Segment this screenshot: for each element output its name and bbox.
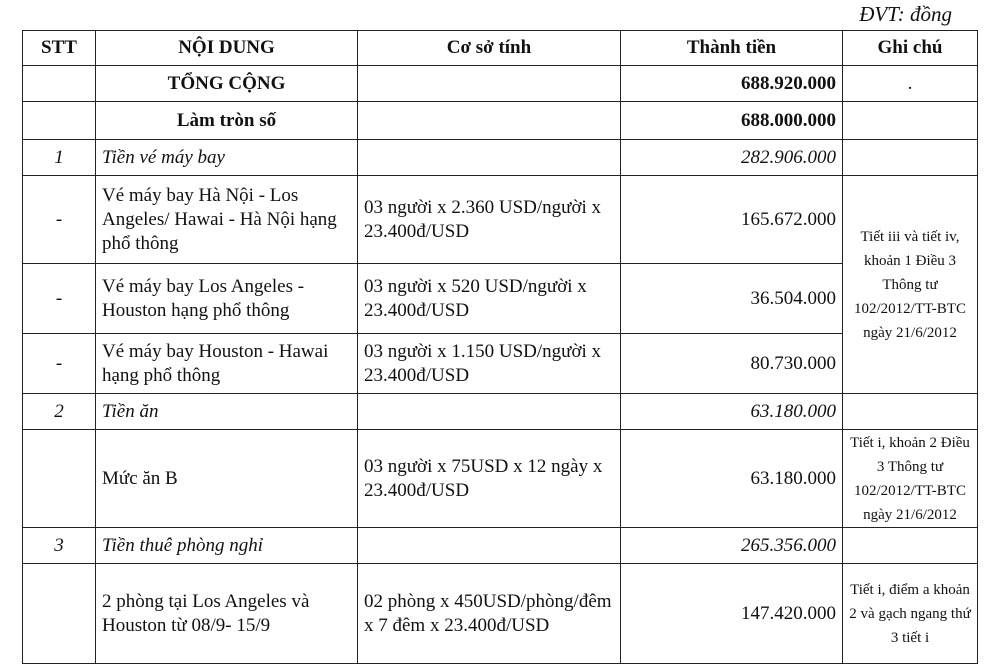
cell-basis	[358, 394, 621, 430]
rounded-label: Làm tròn số	[96, 102, 358, 140]
row-amount: 165.672.000	[621, 176, 843, 264]
cell-basis	[358, 102, 621, 140]
rounded-amount: 688.000.000	[621, 102, 843, 140]
section-title: Tiền vé máy bay	[96, 140, 358, 176]
cell-note	[843, 528, 978, 564]
header-stt: STT	[23, 31, 96, 66]
row-marker: -	[23, 176, 96, 264]
row-content: Mức ăn B	[96, 430, 358, 528]
section-number: 2	[23, 394, 96, 430]
cell-stt	[23, 66, 96, 102]
section-amount: 265.356.000	[621, 528, 843, 564]
table-row-section-rooms	[23, 528, 978, 564]
section-number: 3	[23, 528, 96, 564]
cell-note	[843, 394, 978, 430]
row-basis: 03 người x 2.360 USD/người x 23.400đ/USD	[358, 176, 621, 264]
cell-note	[843, 66, 978, 102]
table-row	[23, 264, 978, 334]
header-content: NỘI DUNG	[96, 31, 358, 66]
table-row-rounded	[23, 102, 978, 140]
row-amount: 36.504.000	[621, 264, 843, 334]
room-note: Tiết i, điểm a khoản 2 và gạch ngang thứ 3 tiết i	[843, 564, 978, 664]
section-amount: 63.180.000	[621, 394, 843, 430]
row-basis: 03 người x 520 USD/người x 23.400đ/USD	[358, 264, 621, 334]
row-content: Vé máy bay Hà Nội - Los Angeles/ Hawai - Hà Nội hạng phổ thông	[96, 176, 358, 264]
row-marker	[23, 430, 96, 528]
total-amount: 688.920.000	[621, 66, 843, 102]
table-row	[23, 176, 978, 264]
row-amount: 63.180.000	[621, 430, 843, 528]
table-row-section-flights	[23, 140, 978, 176]
section-number: 1	[23, 140, 96, 176]
row-marker	[23, 564, 96, 664]
table-row	[23, 334, 978, 394]
row-content: Vé máy bay Los Angeles - Houston hạng phổ thông	[96, 264, 358, 334]
cell-basis	[358, 66, 621, 102]
section-amount: 282.906.000	[621, 140, 843, 176]
cell-stt	[23, 102, 96, 140]
row-basis: 03 người x 75USD x 12 ngày x 23.400đ/USD	[358, 430, 621, 528]
cell-note	[843, 140, 978, 176]
table-row	[23, 430, 978, 528]
row-marker: -	[23, 264, 96, 334]
table-row-total	[23, 66, 978, 102]
unit-label: ĐVT: đồng	[859, 2, 952, 26]
header-note: Ghi chú	[843, 31, 978, 66]
cell-basis	[358, 140, 621, 176]
cell-note	[843, 102, 978, 140]
total-label: TỔNG CỘNG	[96, 66, 358, 102]
row-basis: 02 phòng x 450USD/phòng/đêm x 7 đêm x 23.400đ/USD	[358, 564, 621, 664]
note-mark: .	[907, 72, 913, 94]
flight-note: Tiết iii và tiết iv, khoản 1 Điều 3 Thông tư 102/2012/TT-BTC ngày 21/6/2012	[843, 176, 978, 394]
section-title: Tiền thuê phòng nghỉ	[96, 528, 358, 564]
table-row	[23, 564, 978, 664]
row-amount: 147.420.000	[621, 564, 843, 664]
row-content: Vé máy bay Houston - Hawai hạng phổ thông	[96, 334, 358, 394]
header-basis: Cơ sở tính	[358, 31, 621, 66]
header-amount: Thành tiền	[621, 31, 843, 66]
budget-table	[22, 30, 978, 664]
section-title: Tiền ăn	[96, 394, 358, 430]
row-content: 2 phòng tại Los Angeles và Houston từ 08/9- 15/9	[96, 564, 358, 664]
cell-basis	[358, 528, 621, 564]
table-row-section-food	[23, 394, 978, 430]
row-amount: 80.730.000	[621, 334, 843, 394]
header-row	[23, 31, 978, 66]
row-marker: -	[23, 334, 96, 394]
food-note: Tiết i, khoản 2 Điều 3 Thông tư 102/2012/TT-BTC ngày 21/6/2012	[843, 430, 978, 528]
row-basis: 03 người x 1.150 USD/người x 23.400đ/USD	[358, 334, 621, 394]
